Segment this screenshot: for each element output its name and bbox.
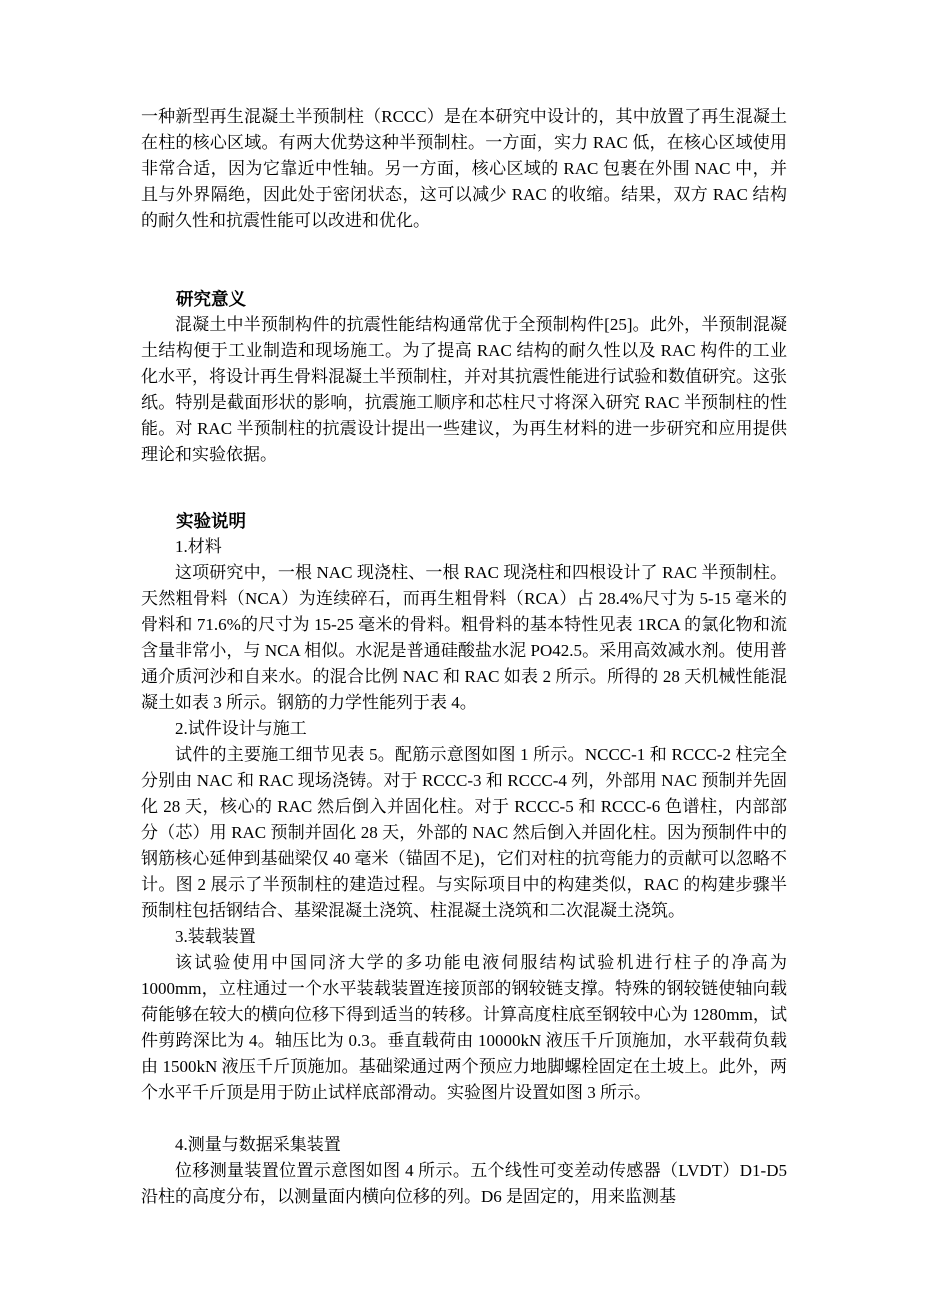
paragraph-loading-setup: 该试验使用中国同济大学的多功能电液伺服结构试验机进行柱子的净高为 1000mm，立柱通过一个水平装载装置连接顶部的钢较链支撑。特殊的钢较链使轴向载荷能够在较大的横向位移下得到适当的转移。计算高度柱底至钢较中心为 1280mm，试件剪跨深比为 4。轴压比为 0.3。垂直载荷由 10000kN 液压千斤顶施加，水平载荷负载由 1500kN 液压千斤顶施加。基础梁通过两个预应力地脚螺栓固定在土坡上。此外，两个水平千斤顶是用于防止试样底部滑动。实验图片设置如图 3 所示。: [141, 953, 787, 1102]
paragraph-measurement: 位移测量装置位置示意图如图 4 所示。五个线性可变差动传感器（LVDT）D1-D5 沿柱的高度分布，以测量面内横向位移的列。D6 是固定的，用来监测基: [141, 1161, 787, 1206]
paragraph-research-significance: 混凝土中半预制构件的抗震性能结构通常优于全预制构件[25]。此外，半预制混凝土结构便于工业制造和现场施工。为了提高 RAC 结构的耐久性以及 RAC 构件的工业化水平，将设计再生骨料混凝土半预制柱，并对其抗震性能进行试验和数值研究。这张纸。特别是截面形状的影响，抗震施工顺序和芯柱尺寸将深入研究 RAC 半预制柱的性能。对 RAC 半预制柱的抗震设计提出一些建议，为再生材料的进一步研究和应用提供理论和实验依据。: [141, 315, 787, 464]
heading-experiment-description: 实验说明: [176, 511, 246, 531]
subsection-title-materials: 1.材料: [175, 537, 222, 556]
subsection-title-measurement: 4.测量与数据采集装置: [175, 1135, 341, 1154]
subsection-title-loading-setup: 3.装载装置: [175, 927, 256, 946]
heading-research-significance: 研究意义: [176, 289, 246, 309]
paragraph-intro: 一种新型再生混凝土半预制柱（RCCC）是在本研究中设计的，其中放置了再生混凝土在柱的核心区域。有两大优势这种半预制柱。一方面，实力 RAC 低，在核心区域使用非常合适，因为它靠近中性轴。另一方面，核心区域的 RAC 包裹在外围 NAC 中，并且与外界隔绝，因此处于密闭状态，这可以减少 RAC 的收缩。结果，双方 RAC 结构的耐久性和抗震性能可以改进和优化。: [141, 107, 787, 230]
paragraph-specimen-design: 试件的主要施工细节见表 5。配筋示意图如图 1 所示。NCCC-1 和 RCCC-2 柱完全分别由 NAC 和 RAC 现场浇铸。对于 RCCC-3 和 RCCC-4 列，外部用 NAC 预制并先固化 28 天，核心的 RAC 然后倒入并固化柱。对于 RCCC-5 和 RCCC-6 色谱柱，内部部分（芯）用 RAC 预制并固化 28 天，外部的 NAC 然后倒入并固化柱。因为预制件中的钢筋核心延伸到基础梁仅 40 毫米（锚固不足)，它们对柱的抗弯能力的贡献可以忽略不计。图 2 展示了半预制柱的建造过程。与实际项目中的构建类似，RAC 的构建步骤半预制柱包括钢结合、基梁混凝土浇筑、柱混凝土浇筑和二次混凝土浇筑。: [141, 745, 787, 920]
paragraph-materials: 这项研究中，一根 NAC 现浇柱、一根 RAC 现浇柱和四根设计了 RAC 半预制柱。天然粗骨料（NCA）为连续碎石，而再生粗骨料（RCA）占 28.4%尺寸为 5-15 毫米的骨料和 71.6%的尺寸为 15-25 毫米的骨料。粗骨料的基本特性见表 1RCA 的氯化物和流含量非常小，与 NCA 相似。水泥是普通硅酸盐水泥 PO42.5。采用高效减水剂。使用普通介质河沙和自来水。的混合比例 NAC 和 RAC 如表 2 所示。所得的 28 天机械性能混凝土如表 3 所示。钢筋的力学性能列于表 4。: [141, 563, 787, 712]
subsection-title-specimen-design: 2.试件设计与施工: [175, 719, 307, 738]
